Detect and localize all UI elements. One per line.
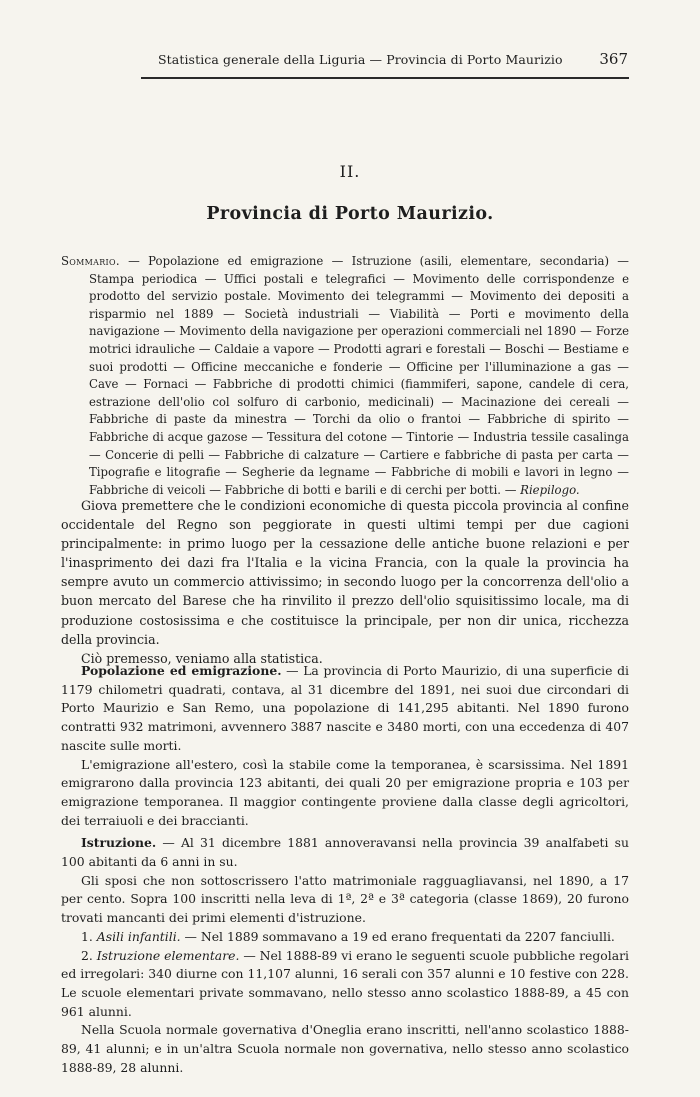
popolazione-paragraph [61, 662, 629, 756]
page-number: 367 [599, 50, 628, 68]
istruzione-heading: Istruzione. [81, 835, 157, 851]
section-title: Provincia di Porto Maurizio. [206, 204, 494, 224]
sposi-paragraph: Gli sposi che non sottoscrissero l'atto matrimoniale ragguagliavansi, nel 1890, a 17 per cento. Sopra 100 inscritti nella leva di 1ª, 2ª e 3ª categoria (classe 1869), 20 furono trovati mancanti dei primi elementi d'istruzione. [61, 872, 629, 926]
summary-end: Riepilogo. [520, 482, 580, 497]
intro-paragraph: Giova premettere che le condizioni economiche di questa piccola provincia al confine occidentale del Regno son peggiorate in questi ultimi tempi per due cagioni principalmente: in primo luogo per la cessazione delle antiche buone relazioni e per l'inasprimento dei dazi fra l'Italia e la vicina Francia, con la quale la provincia ha sempre avuto un commercio attivissimo; in secondo luogo per la concorrenza dell'olio a buon mercato del Barese che ha rinvilito il prezzo dell'olio squisitissimo locale, ma di produzione costosissima e che costituisce la principale, per non dir unica, ricchezza della provincia. [61, 498, 629, 647]
main-section [61, 662, 629, 1077]
elementare-text: — Nel 1888-89 vi erano le seguenti scuole pubbliche regolari ed irregolari: 340 diurne con 11,107 alunni, 16 serali con 357 alunni e 10 festive con 228. Le scuole elementari private sommavano, nello stesso anno scolastico 1888-89, a 45 con 961 alunni. [61, 947, 629, 1019]
popolazione-heading: Popolazione ed emigrazione. [81, 663, 282, 678]
running-title: Statistica generale della Liguria — Provincia di Porto Maurizio [158, 52, 563, 67]
intro-paragraph-2: Ciò premesso, veniamo alla statistica. [81, 650, 323, 666]
intro-section [61, 496, 629, 668]
popolazione-text: — La provincia di Porto Maurizio, di una superficie di 1179 chilometri quadrati, contava, al 31 dicembre del 1891, nei suoi due circondari di Porto Maurizio e San Remo, una popolazione di 141,295 abitanti. Nel 1890 furono contratti 932 matrimoni, avvennero 3887 nascite e 3480 morti, con una eccedenza di 407 nascite sulle morti. [61, 663, 630, 753]
istruzione-text: — Al 31 dicembre 1881 annoveravansi nella provincia 39 analfabeti su 100 abitanti da 6 anni in su. [61, 835, 629, 870]
elementare-paragraph [61, 947, 629, 1022]
summary-text: — Popolazione ed emigrazione — Istruzione (asili, elementare, secondaria) — Stampa periodica — Uffici postali e telegrafici — Movimento delle corrispondenze e prodotto del servizio postale. Movimento dei telegrammi — Movimento dei depositi a risparmio nel 1889 — Società industriali — Viabilità — Porti e movimento della navigazione — Movimento della navigazione per operazioni commerciali nel 1890 — Forze motrici idrauliche — Caldaie a vapore — Prodotti agrari e forestali — Boschi — Bestiame e suoi prodotti — Officine meccaniche e fonderie — Officine per l'illuminazione a gas — Cave — Fornaci — Fabbriche di prodotti chimici (fiammiferi, sapone, candele di cera, estrazione dell'olio col solfuro di carbonio, medicinali) — Macinazione dei cereali — Fabbriche di paste da minestra — Torchi da olio o frantoi — Fabbriche di spirito — Fabbriche di acque gazose — Tessitura del cotone — Tintorie — Industria tessile casalinga — Concerie di pelli — Fabbriche di calzature — Cartiere e fabbriche di pasta per carta — Tipografie e litografie — Segherie da legname — Fabbriche di mobili e lavori in legno — Fabbriche di veicoli — Fabbriche di botti e barili e di cerchi per botti. — [89, 254, 629, 497]
istruzione-paragraph [61, 834, 629, 871]
asili-paragraph [61, 928, 629, 947]
running-header [150, 51, 628, 69]
asili-heading: Asili infantili. [96, 928, 181, 944]
asili-number: 1. [81, 928, 97, 944]
summary-block [61, 253, 629, 499]
section-number: II. [339, 162, 361, 181]
scuola-normale-paragraph: Nella Scuola normale governativa d'Oneglia erano inscritti, nell'anno scolastico 1888-89, 41 alunni; e in un'altra Scuola normale non governativa, nello stesso anno scolastico 1888-89, 28 alunni. [61, 1022, 629, 1075]
elementare-heading: Istruzione elementare. [96, 947, 240, 963]
header-rule [141, 77, 629, 79]
summary-label: Sommario. [61, 254, 120, 268]
emigrazione-paragraph: L'emigrazione all'estero, così la stabile come la temporanea, è scarsissima. Nel 1891 emigrarono dalla provincia 123 abitanti, dei quali 20 per emigrazione propria e 103 per emigrazione temporanea. Il maggior contingente proviene dalla classe degli agricoltori, dei terraiuoli e dei braccianti. [61, 756, 629, 828]
asili-text: — Nel 1889 sommavano a 19 ed erano frequentati da 2207 fanciulli. [180, 928, 615, 944]
elementare-number: 2. [81, 947, 97, 963]
